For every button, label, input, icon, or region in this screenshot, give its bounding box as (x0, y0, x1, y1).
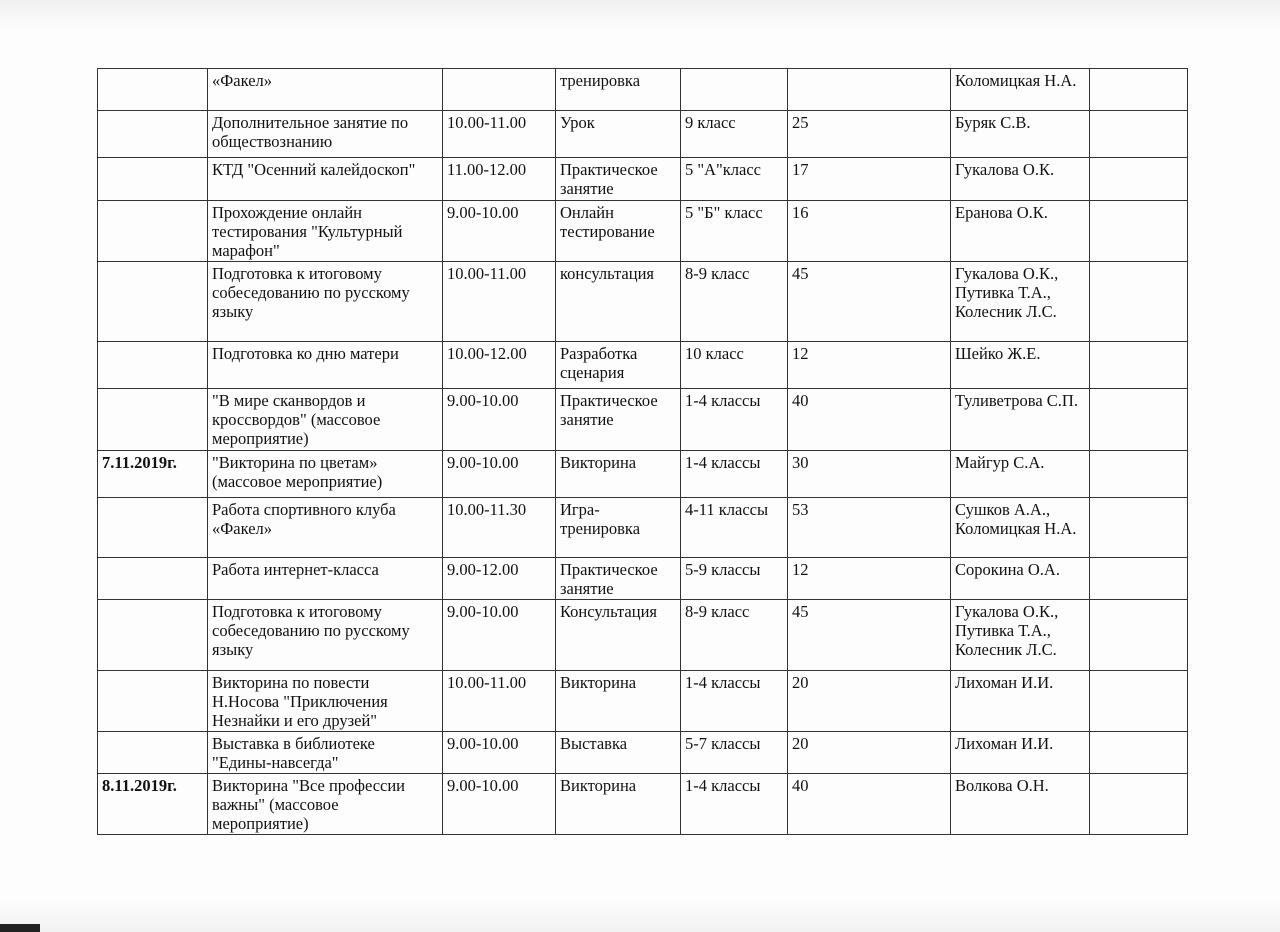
responsible-cell: Еранова О.К. (951, 201, 1090, 262)
responsible-cell: Гукалова О.К., Путивка Т.А., Колесник Л.С. (951, 262, 1090, 342)
note-cell (1090, 732, 1188, 774)
form-cell: консультация (556, 262, 681, 342)
form-cell: тренировка (556, 69, 681, 111)
time-cell: 10.00-11.00 (443, 111, 556, 158)
time-cell: 11.00-12.00 (443, 158, 556, 201)
table-row (98, 732, 1188, 774)
participants-cell: 1-4 классы (681, 774, 788, 835)
date-cell (98, 732, 208, 774)
event-cell: Викторина "Все профессии важны" (массовое мероприятие) (208, 774, 443, 835)
responsible-cell: Лихоман И.И. (951, 732, 1090, 774)
table-row (98, 69, 1188, 111)
count-cell: 20 (788, 732, 951, 774)
note-cell (1090, 389, 1188, 451)
time-cell: 10.00-12.00 (443, 342, 556, 389)
time-cell: 9.00-10.00 (443, 732, 556, 774)
table-row (98, 158, 1188, 201)
participants-cell: 1-4 классы (681, 671, 788, 732)
time-cell: 9.00-10.00 (443, 600, 556, 671)
date-cell (98, 262, 208, 342)
event-cell: «Факел» (208, 69, 443, 111)
responsible-cell: Сорокина О.А. (951, 558, 1090, 600)
note-cell (1090, 262, 1188, 342)
time-cell: 10.00-11.00 (443, 671, 556, 732)
participants-cell: 1-4 классы (681, 451, 788, 498)
form-cell: Игра-тренировка (556, 498, 681, 558)
table-row (98, 111, 1188, 158)
form-cell: Викторина (556, 671, 681, 732)
form-cell: Викторина (556, 451, 681, 498)
participants-cell: 5-7 классы (681, 732, 788, 774)
event-cell: Дополнительное занятие по обществознанию (208, 111, 443, 158)
note-cell (1090, 201, 1188, 262)
form-cell: Консультация (556, 600, 681, 671)
form-cell: Выставка (556, 732, 681, 774)
event-cell: Подготовка ко дню матери (208, 342, 443, 389)
event-cell: "Викторина по цветам» (массовое мероприятие) (208, 451, 443, 498)
time-cell: 10.00-11.30 (443, 498, 556, 558)
participants-cell: 8-9 класс (681, 600, 788, 671)
note-cell (1090, 558, 1188, 600)
form-cell: Практическое занятие (556, 558, 681, 600)
event-cell: Выставка в библиотеке "Едины-навсегда" (208, 732, 443, 774)
responsible-cell: Буряк С.В. (951, 111, 1090, 158)
participants-cell: 5 "А"класс (681, 158, 788, 201)
count-cell: 53 (788, 498, 951, 558)
date-cell (98, 111, 208, 158)
time-cell: 10.00-11.00 (443, 262, 556, 342)
count-cell: 40 (788, 389, 951, 451)
event-cell: Подготовка к итоговому собеседованию по русскому языку (208, 262, 443, 342)
event-cell: "В мире сканвордов и кроссвордов" (массовое мероприятие) (208, 389, 443, 451)
date-cell (98, 671, 208, 732)
note-cell (1090, 111, 1188, 158)
table-row (98, 451, 1188, 498)
note-cell (1090, 451, 1188, 498)
responsible-cell: Гукалова О.К. (951, 158, 1090, 201)
date-cell (98, 158, 208, 201)
time-cell: 9.00-10.00 (443, 451, 556, 498)
event-cell: Работа спортивного клуба «Факел» (208, 498, 443, 558)
responsible-cell: Сушков А.А., Коломицкая Н.А. (951, 498, 1090, 558)
table-row (98, 262, 1188, 342)
responsible-cell: Шейко Ж.Е. (951, 342, 1090, 389)
table-row (98, 558, 1188, 600)
count-cell: 17 (788, 158, 951, 201)
event-cell: Прохождение онлайн тестирования "Культурный марафон" (208, 201, 443, 262)
schedule-rows (98, 69, 1188, 835)
form-cell: Практическое занятие (556, 389, 681, 451)
participants-cell: 9 класс (681, 111, 788, 158)
participants-cell: 10 класс (681, 342, 788, 389)
form-cell: Урок (556, 111, 681, 158)
responsible-cell: Туливетрова С.П. (951, 389, 1090, 451)
time-cell: 9.00-10.00 (443, 201, 556, 262)
event-cell: Викторина по повести Н.Носова "Приключения Незнайки и его друзей" (208, 671, 443, 732)
date-cell (98, 69, 208, 111)
note-cell (1090, 69, 1188, 111)
note-cell (1090, 774, 1188, 835)
note-cell (1090, 671, 1188, 732)
note-cell (1090, 498, 1188, 558)
date-cell: 8.11.2019г. (98, 774, 208, 835)
count-cell: 40 (788, 774, 951, 835)
note-cell (1090, 342, 1188, 389)
count-cell: 20 (788, 671, 951, 732)
table-row (98, 342, 1188, 389)
responsible-cell: Лихоман И.И. (951, 671, 1090, 732)
count-cell: 45 (788, 262, 951, 342)
note-cell (1090, 158, 1188, 201)
date-cell: 7.11.2019г. (98, 451, 208, 498)
count-cell: 12 (788, 558, 951, 600)
table-row (98, 201, 1188, 262)
responsible-cell: Майгур С.А. (951, 451, 1090, 498)
participants-cell: 5 "Б" класс (681, 201, 788, 262)
schedule-table (97, 68, 1188, 835)
responsible-cell: Волкова О.Н. (951, 774, 1090, 835)
event-cell: Подготовка к итоговому собеседованию по русскому языку (208, 600, 443, 671)
note-cell (1090, 600, 1188, 671)
date-cell (98, 342, 208, 389)
table-row (98, 671, 1188, 732)
responsible-cell: Гукалова О.К., Путивка Т.А., Колесник Л.С. (951, 600, 1090, 671)
date-cell (98, 558, 208, 600)
table-row (98, 774, 1188, 835)
form-cell: Практическое занятие (556, 158, 681, 201)
date-cell (98, 600, 208, 671)
responsible-cell: Коломицкая Н.А. (951, 69, 1090, 111)
time-cell: 9.00-10.00 (443, 774, 556, 835)
event-cell: КТД "Осенний калейдоскоп" (208, 158, 443, 201)
date-cell (98, 389, 208, 451)
form-cell: Викторина (556, 774, 681, 835)
participants-cell: 4-11 классы (681, 498, 788, 558)
participants-cell (681, 69, 788, 111)
count-cell: 45 (788, 600, 951, 671)
count-cell: 12 (788, 342, 951, 389)
participants-cell: 8-9 класс (681, 262, 788, 342)
date-cell (98, 201, 208, 262)
date-cell (98, 498, 208, 558)
table-row (98, 389, 1188, 451)
time-cell (443, 69, 556, 111)
form-cell: Онлайн тестирование (556, 201, 681, 262)
scan-edge-shadow (0, 924, 40, 932)
form-cell: Разработка сценария (556, 342, 681, 389)
count-cell (788, 69, 951, 111)
count-cell: 16 (788, 201, 951, 262)
participants-cell: 5-9 классы (681, 558, 788, 600)
count-cell: 25 (788, 111, 951, 158)
count-cell: 30 (788, 451, 951, 498)
table-row (98, 600, 1188, 671)
event-cell: Работа интернет-класса (208, 558, 443, 600)
table-row (98, 498, 1188, 558)
time-cell: 9.00-10.00 (443, 389, 556, 451)
time-cell: 9.00-12.00 (443, 558, 556, 600)
participants-cell: 1-4 классы (681, 389, 788, 451)
